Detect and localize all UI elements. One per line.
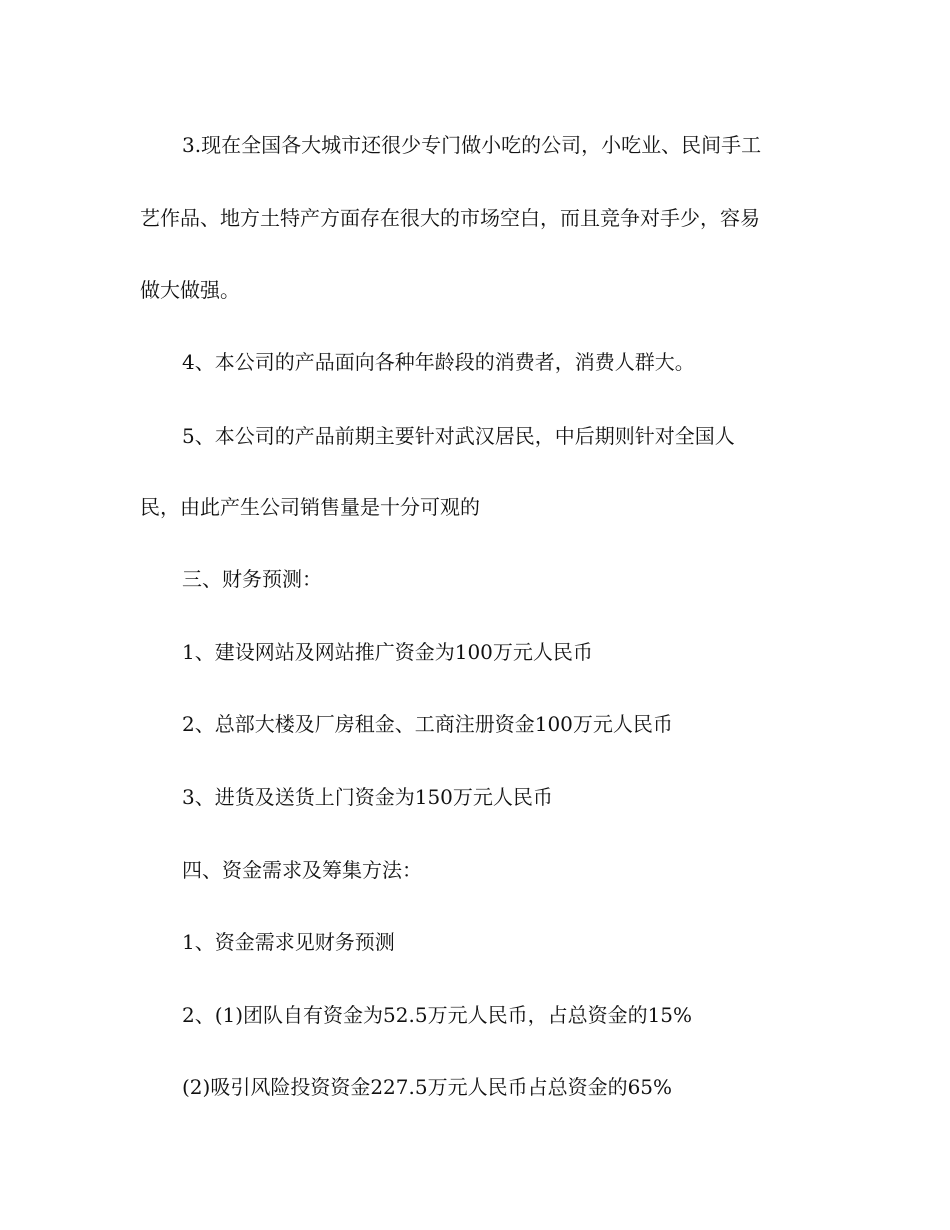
paragraph-line-5: 5、本公司的产品前期主要针对武汉居民，中后期则针对全国人 (182, 424, 735, 448)
section-heading-funding: 四、资金需求及筹集方法： (182, 858, 422, 882)
paragraph-line-14: (2)吸引风险投资资金227.5万元人民币占总资金的65% (182, 1075, 673, 1099)
paragraph-line-2: 艺作品、地方土特产方面存在很大的市场空白，而且竞争对手少，容易 (140, 206, 760, 230)
paragraph-line-8: 1、建设网站及网站推广资金为100万元人民币 (182, 640, 593, 664)
paragraph-line-3: 做大做强。 (140, 278, 240, 302)
paragraph-line-6: 民，由此产生公司销售量是十分可观的 (140, 495, 480, 519)
paragraph-line-13: 2、(1)团队自有资金为52.5万元人民币，占总资金的15% (182, 1003, 693, 1027)
paragraph-line-9: 2、总部大楼及厂房租金、工商注册资金100万元人民币 (182, 712, 673, 736)
paragraph-line-12: 1、资金需求见财务预测 (182, 930, 395, 954)
paragraph-line-10: 3、进货及送货上门资金为150万元人民币 (182, 785, 553, 809)
paragraph-line-1: 3.现在全国各大城市还很少专门做小吃的公司，小吃业、民间手工 (182, 133, 762, 157)
paragraph-line-4: 4、本公司的产品面向各种年龄段的消费者，消费人群大。 (182, 350, 695, 374)
section-heading-finance: 三、财务预测： (182, 567, 322, 591)
